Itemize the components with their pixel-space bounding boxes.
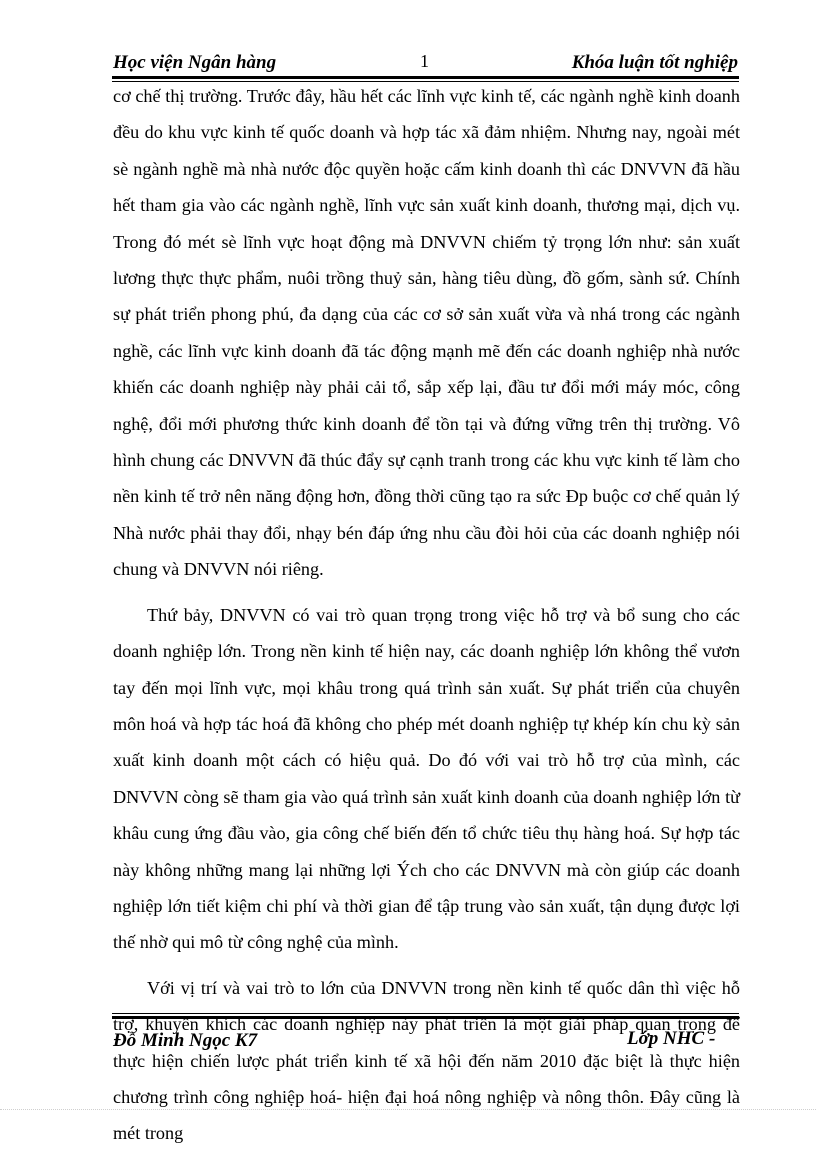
page-edge-divider: [0, 1109, 816, 1110]
header-institution: Học viện Ngân hàng: [113, 52, 277, 73]
footer-rule: [112, 1016, 739, 1019]
paragraph-2: Thứ bảy, DNVVN có vai trò quan trọng trong việc hỗ trợ và bổ sung cho các doanh nghiệp lớn. Trong nền kinh tế hiện nay, các doanh nghiệp lớn không thể vươn tay đến mọi lĩnh vực, mọi khâu trong quá trình sản xuất. Sự phát triển của chuyên môn hoá và hợp tác hoá đã không cho phép mét doanh nghiệp tự khép kín chu kỳ sản xuất kinh doanh một cách có hiệu quả. Do đó với vai trò hỗ trợ của mình, các DNVVN còng sẽ tham gia vào quá trình sản xuất kinh doanh của doanh nghiệp lớn từ khâu cung ứng đầu vào, gia công chế biến đến tổ chức tiêu thụ hàng hoá. Sự hợp tác này không những mang lại những lợi Ých cho các DNVVN mà còn giúp các doanh nghiệp lớn tiết kiệm chi phí và thời gian để tập trung vào sản xuất, tận dụng được lợi thế nhờ qui mô từ công nghệ của mình.: [113, 604, 740, 953]
footer-author: Đỗ Minh Ngọc K7: [113, 1030, 258, 1051]
paragraph-3: Với vị trí và vai trò to lớn của DNVVN trong nền kinh tế quốc dân thì việc hỗ trợ, khuyến khích các doanh nghiệp này phát triển là một giải pháp quan trọng để thực hiện chiến lược phát triển kinh tế xã hội đến năm 2010 đặc biệt là thực hiện chương trình công nghiệp hoá- hiện đại hoá nông nghiệp và nông thôn. Đây cũng là mét trong: [113, 977, 740, 1144]
paragraph-1: cơ chế thị trường. Trước đây, hầu hết các lĩnh vực kinh tế, các ngành nghề kinh doanh đều do khu vực kinh tế quốc doanh và hợp tác xã đảm nhiệm. Nhưng nay, ngoài mét sè ngành nghề mà nhà nước độc quyền hoặc cấm kinh doanh thì các DNVVN đã hầu hết tham gia vào các ngành nghề, lĩnh vực sản xuất kinh doanh, thương mại, dịch vụ. Trong đó mét sè lĩnh vực hoạt động mà DNVVN chiếm tỷ trọng lớn như: sản xuất lương thực thực phẩm, nuôi trồng thuỷ sản, hàng tiêu dùng, đồ gốm, sành sứ. Chính sự phát triển phong phú, đa dạng của các cơ sở sản xuất vừa và nhá trong các ngành nghề, các lĩnh vực kinh doanh đã tác động mạnh mẽ đến các doanh nghiệp nhà nước khiến các doanh nghiệp này phải cải tổ, sắp xếp lại, đầu tư đổi mới máy móc, công nghệ, đổi mới phương thức kinh doanh để tồn tại và đứng vững trên thị trường. Vô hình chung các DNVVN đã thúc đẩy sự cạnh tranh trong các khu vực kinh tế làm cho nền kinh tế trở nên năng động hơn, đồng thời cũng tạo ra sức Ðp buộc cơ chế quản lý Nhà nước phải thay đổi, nhạy bén đáp ứng nhu cầu đòi hỏi của các doanh nghiệp nói chung và DNVVN nói riêng.: [113, 86, 740, 580]
footer-class: Lớp NHC -: [627, 1028, 716, 1049]
footer-rule-thin: [112, 1013, 739, 1014]
page-number: 1: [420, 51, 429, 71]
body-text: [113, 78, 740, 1152]
header-document-type: Khóa luận tốt nghiệp: [571, 52, 738, 73]
